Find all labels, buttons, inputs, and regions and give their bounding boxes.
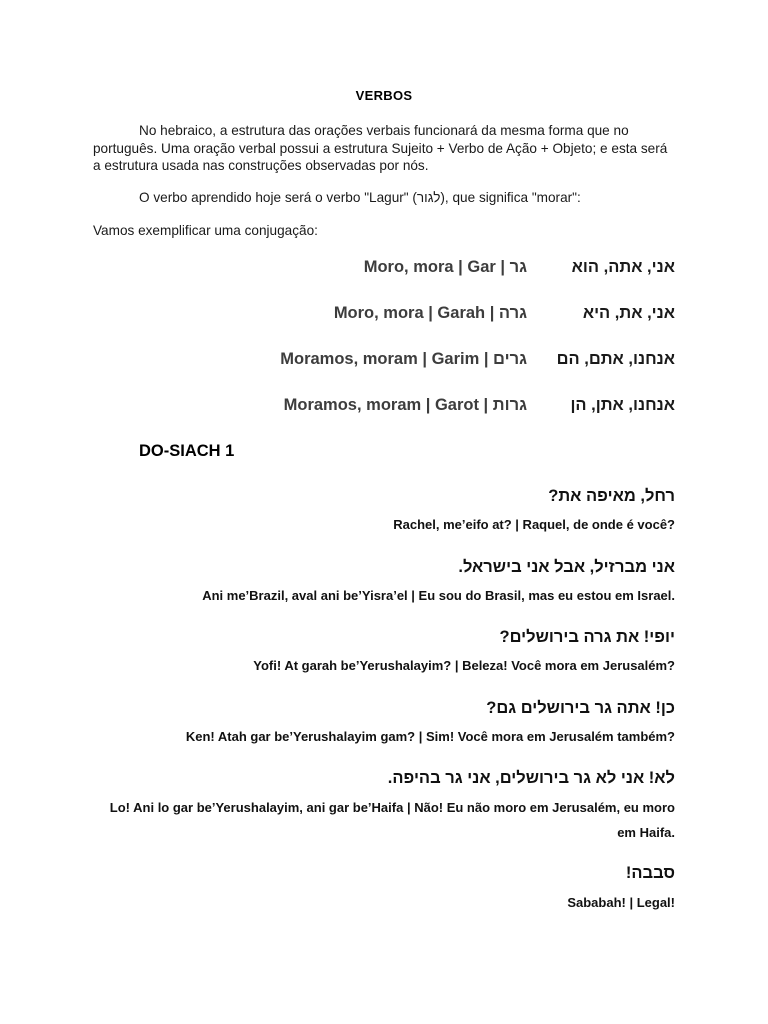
dialogue-hebrew-line: ?יופי! את גרה בירושלים: [499, 628, 675, 646]
dialogue-translation-line: Sababah! | Legal!: [567, 895, 675, 910]
dialogue-hebrew-line: .אני מברזיל, אבל אני בישראל: [458, 558, 675, 576]
dialogue-hebrew-line: !סבבה: [625, 864, 675, 882]
conjugation-intro: Vamos exemplificar uma conjugação:: [93, 223, 318, 238]
conjugation-pronouns: אנחנו, אתם, הם: [556, 350, 675, 368]
dialogue-translation-line: Rachel, me’eifo at? | Raquel, de onde é você?: [393, 517, 675, 532]
conjugation-row: [93, 350, 675, 374]
dialogue-hebrew-line: ?כן! אתה גר בירושלים גם: [486, 699, 675, 717]
dialogue-hebrew-line: ?רחל, מאיפה את: [548, 487, 675, 505]
intro-paragraph: No hebraico, a estrutura das orações verbais funcionará da mesma forma que no português. Uma oração verbal possui a estrutura Sujeito + Verbo de Ação + Objeto; e esta será a estrutura usada nas construções observadas por nós.: [93, 123, 668, 173]
dialogue-translation-line: Ani me’Brazil, aval ani be’Yisra’el | Eu sou do Brasil, mas eu estou em Israel.: [202, 588, 675, 603]
verb-paragraph: O verbo aprendido hoje será o verbo "Lagur" (לגור), que significa "morar":: [139, 190, 581, 205]
conjugation-pronouns: אני, אתה, הוא: [571, 258, 675, 276]
conjugation-row: [93, 258, 675, 282]
dialogue-translation-line: Yofi! At garah be’Yerushalayim? | Beleza! Você mora em Jerusalém?: [253, 658, 675, 673]
conjugation-pronouns: אנחנו, אתן, הן: [570, 396, 675, 414]
page-title: VERBOS: [355, 88, 413, 103]
conjugation-translation: Moramos, moram | Garim | גרים: [280, 350, 527, 368]
conjugation-row: [93, 396, 675, 420]
dialogue-title: DO-SIACH 1: [139, 442, 235, 460]
conjugation-translation: Moro, mora | Gar | גר: [363, 258, 527, 276]
conjugation-translation: Moramos, moram | Garot | גרות: [283, 396, 527, 414]
conjugation-pronouns: אני, את, היא: [582, 304, 675, 322]
conjugation-row: [93, 304, 675, 328]
dialogue-translation-line: Lo! Ani lo gar be’Yerushalayim, ani gar be’Haifa | Não! Eu não moro em Jerusalém, eu moro em Haifa.: [109, 800, 675, 840]
dialogue-hebrew-line: .לא! אני לא גר בירושלים, אני גר בהיפה: [387, 769, 675, 787]
conjugation-translation: Moro, mora | Garah | גרה: [333, 304, 527, 322]
dialogue-translation-line: Ken! Atah gar be’Yerushalayim gam? | Sim! Você mora em Jerusalém também?: [185, 729, 675, 744]
